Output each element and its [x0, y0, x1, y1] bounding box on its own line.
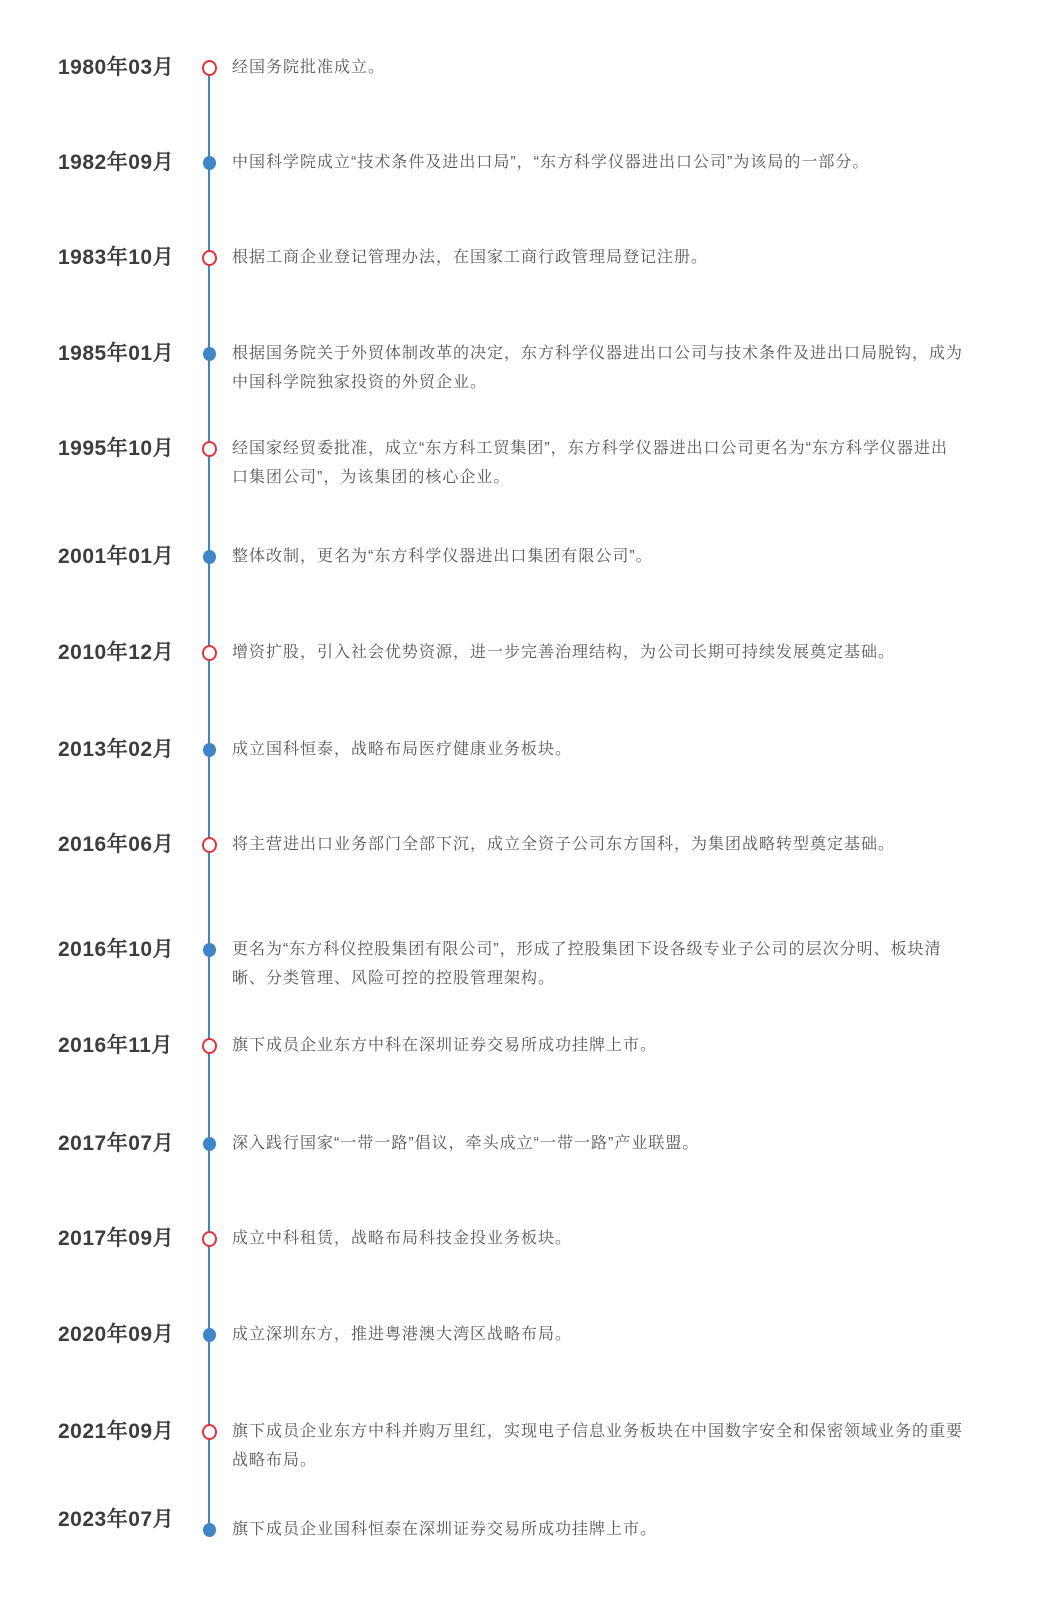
timeline-date: 2017年09月	[58, 1227, 175, 1250]
timeline-marker-hollow	[202, 250, 217, 266]
timeline-date: 2021年09月	[58, 1420, 175, 1443]
timeline-marker-filled	[203, 943, 216, 957]
timeline-description: 更名为“东方科仪控股集团有限公司”，形成了控股集团下设各级专业子公司的层次分明、板块清晰、分类管理、风险可控的控股管理架构。	[232, 941, 942, 987]
timeline-description: 经国家经贸委批准，成立“东方科工贸集团”，东方科学仪器进出口公司更名为“东方科学仪器进出口集团公司”，为该集团的核心企业。	[232, 440, 948, 486]
timeline-description: 根据国务院关于外贸体制改革的决定，东方科学仪器进出口公司与技术条件及进出口局脱钩，成为中国科学院独家投资的外贸企业。	[232, 345, 964, 391]
timeline-description: 旗下成员企业东方中科在深圳证券交易所成功挂牌上市。	[232, 1037, 658, 1054]
timeline-description: 中国科学院成立“技术条件及进出口局”，“东方科学仪器进出口公司”为该局的一部分。	[232, 154, 870, 171]
timeline-date: 2017年07月	[58, 1132, 175, 1155]
timeline-date: 1980年03月	[58, 56, 175, 79]
timeline-marker-hollow	[202, 441, 217, 457]
timeline-marker-filled	[203, 743, 216, 757]
timeline-description: 旗下成员企业国科恒泰在深圳证券交易所成功挂牌上市。	[232, 1521, 658, 1538]
timeline-axis-line	[208, 68, 210, 1534]
timeline-marker-hollow	[202, 837, 217, 853]
timeline-date: 2001年01月	[58, 545, 175, 568]
timeline-date: 2023年07月	[58, 1508, 175, 1531]
timeline-description: 成立深圳东方，推进粤港澳大湾区战略布局。	[232, 1326, 573, 1343]
timeline-description: 整体改制，更名为“东方科学仪器进出口集团有限公司”。	[232, 548, 653, 565]
timeline-date: 1985年01月	[58, 342, 175, 365]
timeline-date: 2016年11月	[58, 1034, 173, 1057]
timeline-marker-hollow	[202, 1038, 217, 1054]
timeline-description: 根据工商企业登记管理办法，在国家工商行政管理局登记注册。	[232, 249, 709, 266]
timeline-date: 1983年10月	[58, 246, 175, 269]
timeline-marker-filled	[203, 1328, 216, 1342]
timeline-marker-hollow	[202, 60, 217, 76]
timeline-date: 1982年09月	[58, 151, 175, 174]
timeline-marker-filled	[203, 347, 216, 361]
timeline-description: 旗下成员企业东方中科并购万里红，实现电子信息业务板块在中国数字安全和保密领域业务的重要战略布局。	[232, 1423, 964, 1469]
timeline-marker-hollow	[202, 1424, 217, 1440]
timeline-date: 2020年09月	[58, 1323, 175, 1346]
timeline-marker-filled	[203, 156, 216, 170]
timeline-date: 2016年06月	[58, 833, 175, 856]
timeline-description: 深入践行国家“一带一路”倡议，牵头成立“一带一路”产业联盟。	[232, 1135, 700, 1152]
timeline-description: 成立中科租赁，战略布局科技金投业务板块。	[232, 1230, 573, 1247]
timeline-marker-filled	[203, 550, 216, 564]
timeline-marker-filled	[203, 1523, 216, 1537]
timeline-marker-hollow	[202, 1231, 217, 1247]
timeline-description: 将主营进出口业务部门全部下沉，成立全资子公司东方国科，为集团战略转型奠定基础。	[232, 836, 896, 853]
timeline-marker-hollow	[202, 645, 217, 661]
timeline-date: 2016年10月	[58, 938, 175, 961]
timeline-date: 1995年10月	[58, 437, 175, 460]
timeline-date: 2010年12月	[58, 641, 175, 664]
timeline-description: 成立国科恒泰，战略布局医疗健康业务板块。	[232, 741, 573, 758]
timeline-marker-filled	[203, 1137, 216, 1151]
timeline-date: 2013年02月	[58, 738, 175, 761]
timeline-description: 增资扩股，引入社会优势资源，进一步完善治理结构，为公司长期可持续发展奠定基础。	[232, 644, 896, 661]
timeline-description: 经国务院批准成立。	[232, 59, 386, 76]
